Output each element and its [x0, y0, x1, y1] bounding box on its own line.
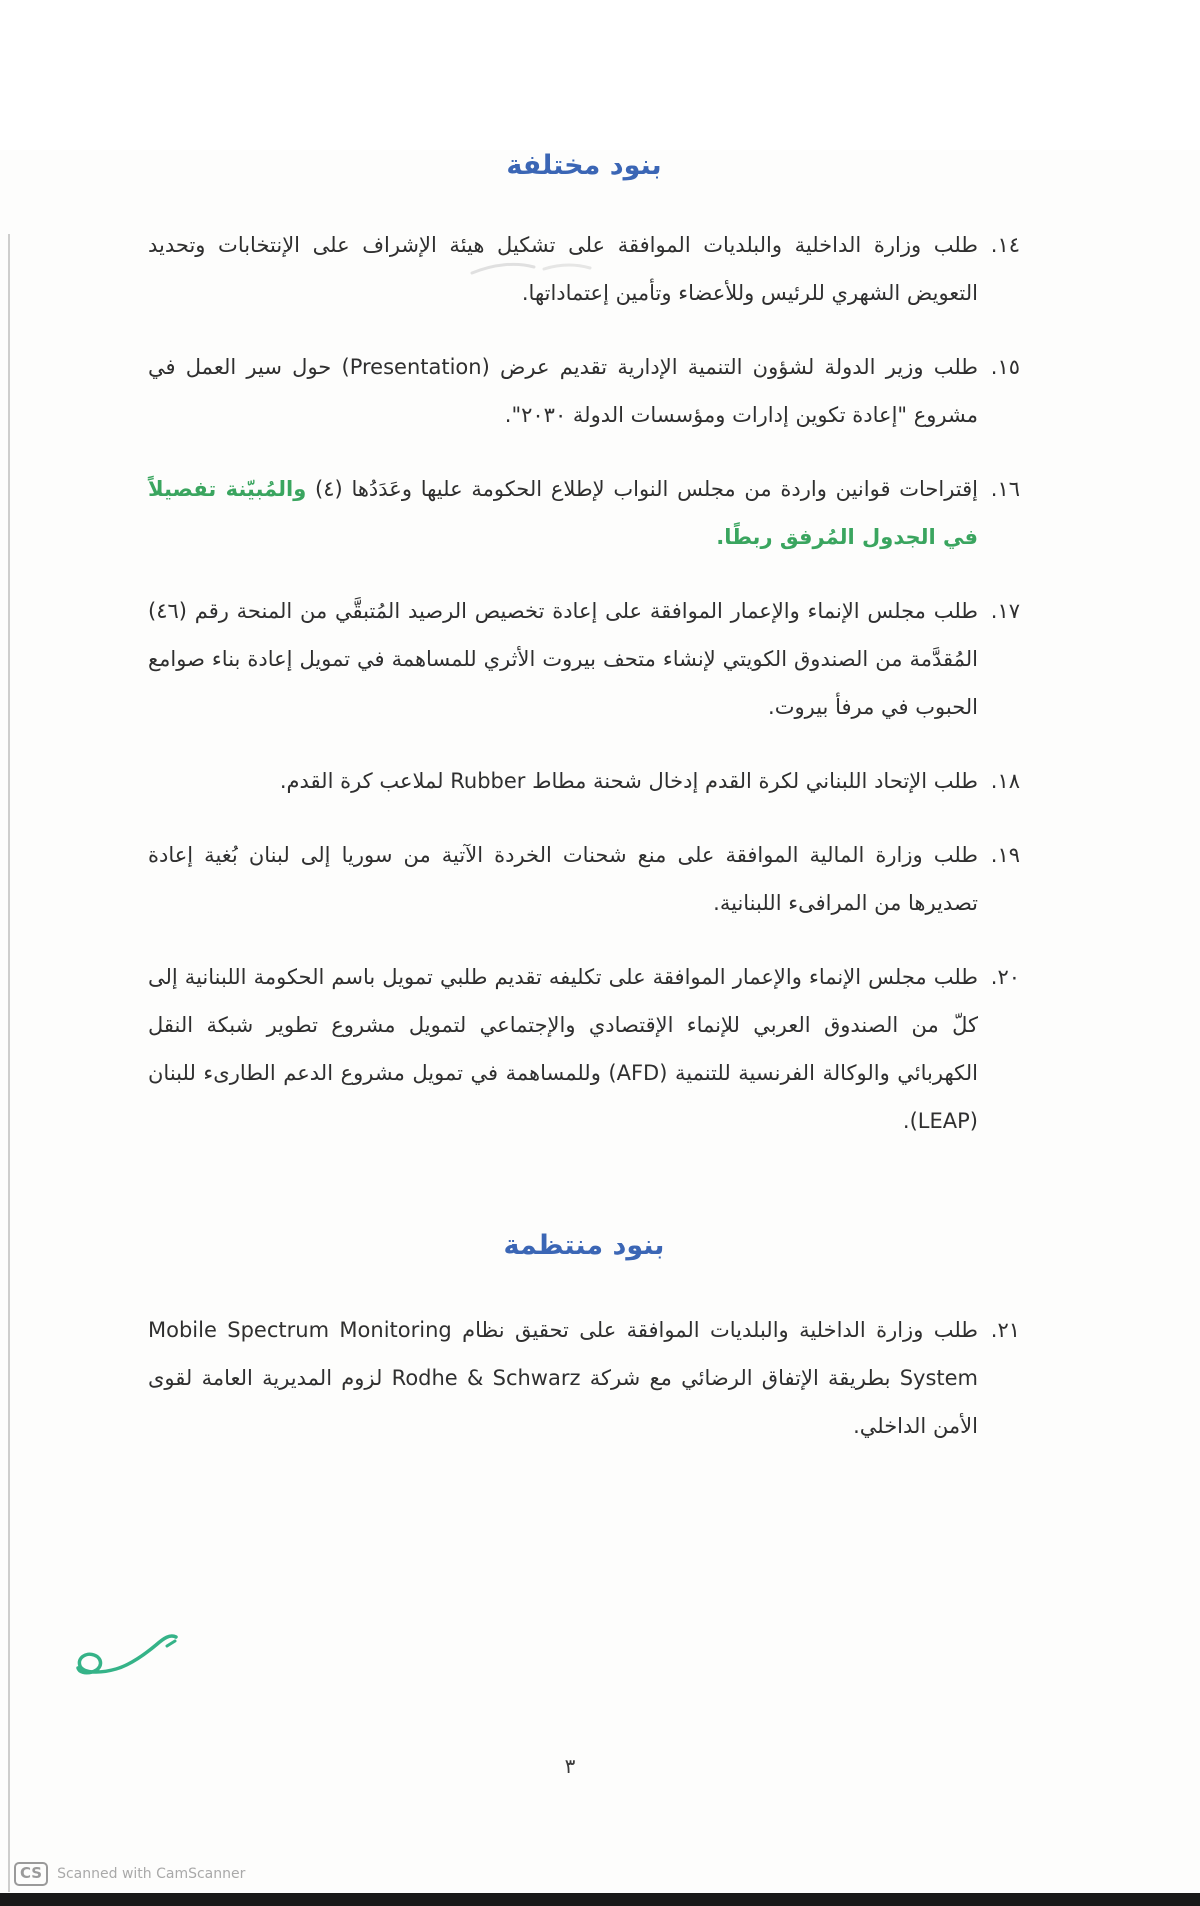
- item-number: ٢١.: [990, 1318, 1020, 1342]
- scan-bottom-bar: [0, 1893, 1200, 1906]
- list-item: [148, 587, 1020, 731]
- scan-smudge-artifact: [468, 258, 598, 280]
- item-text: طلب وزارة المالية الموافقة على منع شحنات الخردة الآتية من سوريا إلى لبنان بُغية إعادة تصديرها من المرافىء اللبنانية.: [148, 843, 978, 915]
- camscanner-footer: [14, 1862, 245, 1886]
- item-text: طلب مجلس الإنماء والإعمار الموافقة على إعادة تخصيص الرصيد المُتبقَّي من المنحة رقم (٤٦) المُقدَّمة من الصندوق الكويتي لإنشاء متحف بيروت الأثري للمساهمة في تمويل إعادة بناء صوامع الحبوب في مرفأ بيروت.: [148, 599, 978, 719]
- item-text: طلب وزير الدولة لشؤون التنمية الإدارية تقديم عرض (Presentation) حول سير العمل في مشروع "إعادة تكوين إدارات ومؤسسات الدولة ٢٠٣٠".: [148, 355, 978, 427]
- item-number: ١٨.: [990, 769, 1020, 793]
- item-number: ١٦.: [990, 477, 1020, 501]
- item-text: طلب مجلس الإنماء والإعمار الموافقة على تكليفه تقديم طلبي تمويل باسم الحكومة اللبنانية إلى كلّ من الصندوق العربي للإنماء الإقتصادي والإجتماعي لتمويل مشروع تطوير شبكة النقل الكهربائي والوكالة الفرنسية للتنمية (AFD) وللمساهمة في تمويل مشروع الدعم الطارىء للبنان (LEAP).: [148, 965, 978, 1133]
- item-text: طلب وزارة الداخلية والبلديات الموافقة على تحقيق نظام Mobile Spectrum Monitoring System بطريقة الإتفاق الرضائي مع شركة Rodhe & Schwarz لزوم المديرية العامة لقوى الأمن الداخلي.: [148, 1318, 979, 1438]
- item-number: ١٧.: [990, 599, 1020, 623]
- list-item: [148, 953, 1020, 1145]
- document-body: [0, 150, 1200, 1450]
- list-item: [148, 343, 1020, 439]
- item-number: ٢٠.: [990, 965, 1020, 989]
- list-item: [148, 465, 1020, 561]
- camscanner-watermark-text: Scanned with CamScanner: [57, 1866, 246, 1882]
- item-text: طلب الإتحاد اللبناني لكرة القدم إدخال شحنة مطاط Rubber لملاعب كرة القدم.: [279, 769, 978, 793]
- page-number: ٣: [564, 1754, 576, 1778]
- list-item: [148, 757, 1020, 805]
- scan-edge-line: [8, 234, 10, 1892]
- list-item: [148, 1306, 1020, 1450]
- item-text-normal: إقتراحات قوانين واردة من مجلس النواب لإطلاع الحكومة عليها وعَدَدُها (٤): [306, 477, 979, 501]
- item-text: [148, 465, 978, 561]
- list-item: [148, 831, 1020, 927]
- scanned-document-page: [0, 150, 1200, 1906]
- item-number: ١٤.: [990, 233, 1020, 257]
- section-title-miscellaneous: بنود مختلفة: [506, 150, 662, 181]
- item-number: ١٥.: [990, 355, 1020, 379]
- section-title-regular: بنود منتظمة: [503, 1230, 665, 1261]
- item-text-highlighted-green: والمُبيّنة تفصيلاً في الجدول المُرفق ربطًا.: [148, 477, 978, 549]
- signature-mark: [72, 1628, 184, 1680]
- item-number: ١٩.: [990, 843, 1020, 867]
- camscanner-logo-icon: CS: [14, 1862, 48, 1886]
- item-text: طلب وزارة الداخلية والبلديات الموافقة على تشكيل هيئة الإشراف على الإنتخابات وتحديد التعويض الشهري للرئيس وللأعضاء وتأمين إعتماداتها.: [148, 233, 978, 305]
